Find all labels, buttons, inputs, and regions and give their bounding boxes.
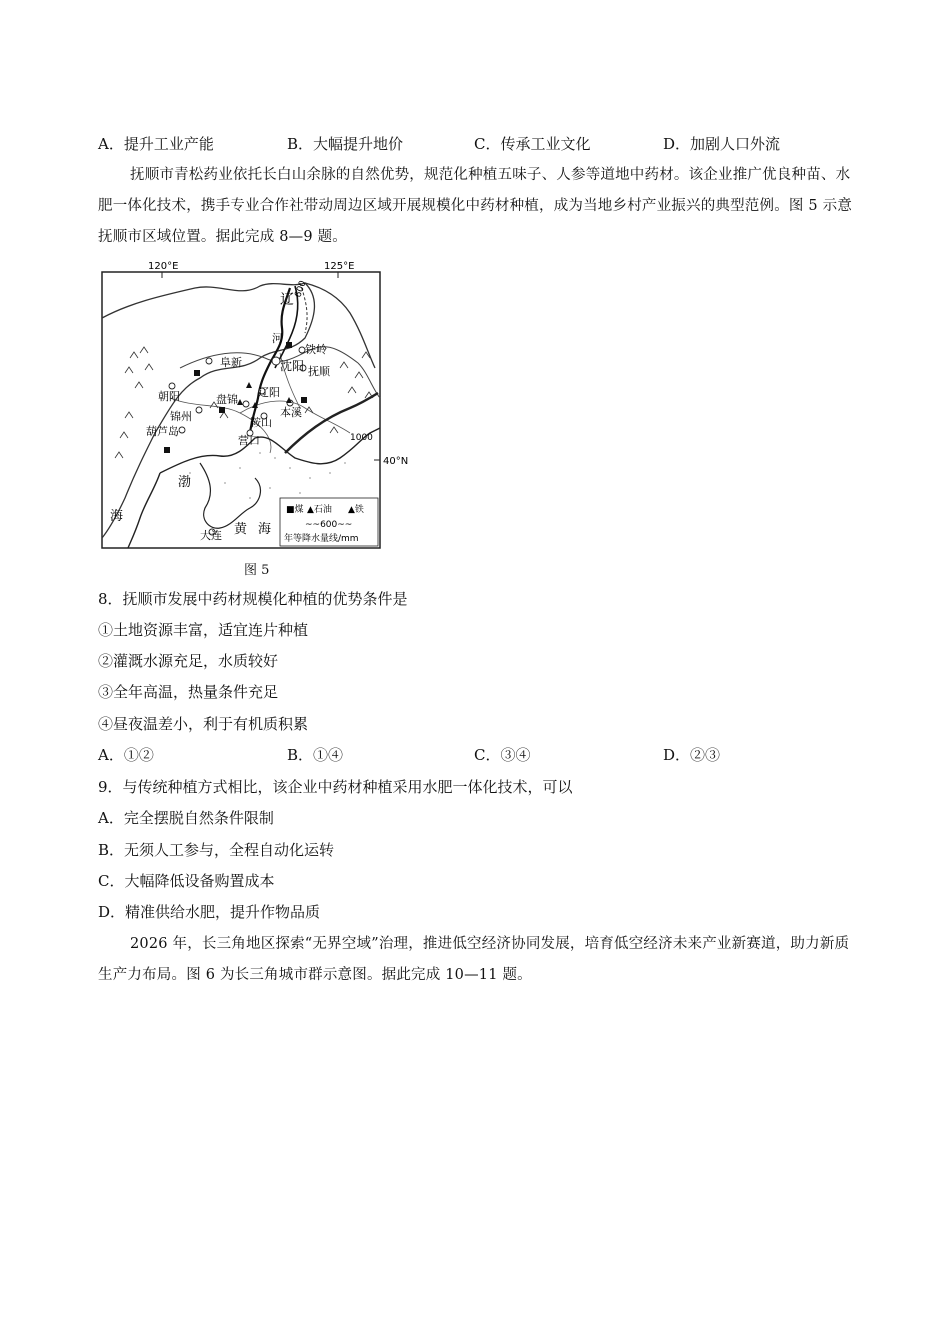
sea-label-huang: 黄 [234,522,248,537]
city-label-liaoyang: 辽阳 [258,386,280,399]
q9-stem: 9．与传统种植方式相比，该企业中药材种植采用水肥一体化技术，可以 [98,778,573,796]
q8-option-c: C．③④ [474,746,531,764]
legend-isohyet: ~~600~~ [305,520,353,530]
q7-option-b: B．大幅提升地价 [287,135,404,153]
q8-item-4: ④昼夜温差小，利于有机质积累 [98,715,309,733]
q8-item-1: ①土地资源丰富，适宜连片种植 [98,621,309,639]
city-label-yingkou: 营口 [238,434,260,447]
sea-label-hai-1: 海 [110,509,124,524]
q9-option-b: B．无须人工参与，全程自动化运转 [98,841,335,859]
q8-option-a: A．①② [98,746,154,764]
legend-oil: ▲石油 [307,505,332,515]
city-label-dalian: 大连 [200,529,222,542]
q8-item-3: ③全年高温，热量条件充足 [98,683,279,701]
city-label-fushun: 抚顺 [308,365,330,378]
q9-option-a: A．完全摆脱自然条件限制 [98,809,274,827]
lon-120-label: 120°E [148,261,179,272]
city-label-fuxin: 阜新 [220,356,242,369]
q8-option-b: B．①④ [287,746,344,764]
sea-label-hai-2: 海 [258,522,272,537]
city-label-huludao: 葫芦岛 [146,425,179,438]
city-label-jinzhou: 锦州 [170,410,192,423]
isohyet-1000-label: 1000 [350,433,373,443]
q9-option-c: C．大幅降低设备购置成本 [98,872,275,890]
isohyet-600-label: 600 [293,279,309,300]
city-label-anshan: 鞍山 [250,416,272,429]
city-label-tieling: 铁岭 [305,343,327,356]
city-label-chaoyang: 朝阳 [158,390,180,403]
legend-coal: ■煤 [286,505,304,515]
q7-option-d: D．加剧人口外流 [663,135,781,153]
city-label-shenyang: 沈阳 [280,359,305,373]
intro-paragraph-10-11: 2026 年，长三角地区探索“无界空域”治理，推进低空经济协同发展，培育低空经济未来产业新赛道，助力新质生产力布局。图 6 为长三角城市群示意图。据此完成 10—11 题。 [98,936,850,983]
legend-caption: 年等降水量线/mm [284,534,359,544]
river-label-he: 河 [272,332,283,345]
city-label-panjin: 盘锦 [216,393,238,406]
q8-option-d: D．②③ [663,746,721,764]
figure-caption: 图 5 [244,563,270,578]
q8-item-2: ②灌溉水源充足，水质较好 [98,652,279,670]
fushun-location-map [100,258,409,558]
city-label-benxi: 本溪 [280,406,302,419]
q8-stem: 8．抚顺市发展中药材规模化种植的优势条件是 [98,590,408,608]
legend-iron: ▲铁 [348,505,364,515]
q7-option-c: C．传承工业文化 [474,135,591,153]
map-legend [280,498,378,546]
lat-40-label: 40°N [383,456,409,467]
q7-option-a: A．提升工业产能 [98,135,214,153]
q9-option-d: D．精准供给水肥，提升作物品质 [98,903,321,921]
river-label-liao: 辽 [280,292,294,308]
sea-label-bo: 渤 [178,475,192,490]
intro-paragraph-8-9: 抚顺市青松药业依托长白山余脉的自然优势，规范化种植五味子、人参等道地中药材。该企业推广优良种苗、水肥一体化技术，携手专业合作社带动周边区域开展规模化中药材种植，成为当地乡村产业振兴的典型范例。图 5 示意抚顺市区域位置。据此完成 8—9 题。 [98,167,853,245]
lon-125-label: 125°E [324,261,355,272]
